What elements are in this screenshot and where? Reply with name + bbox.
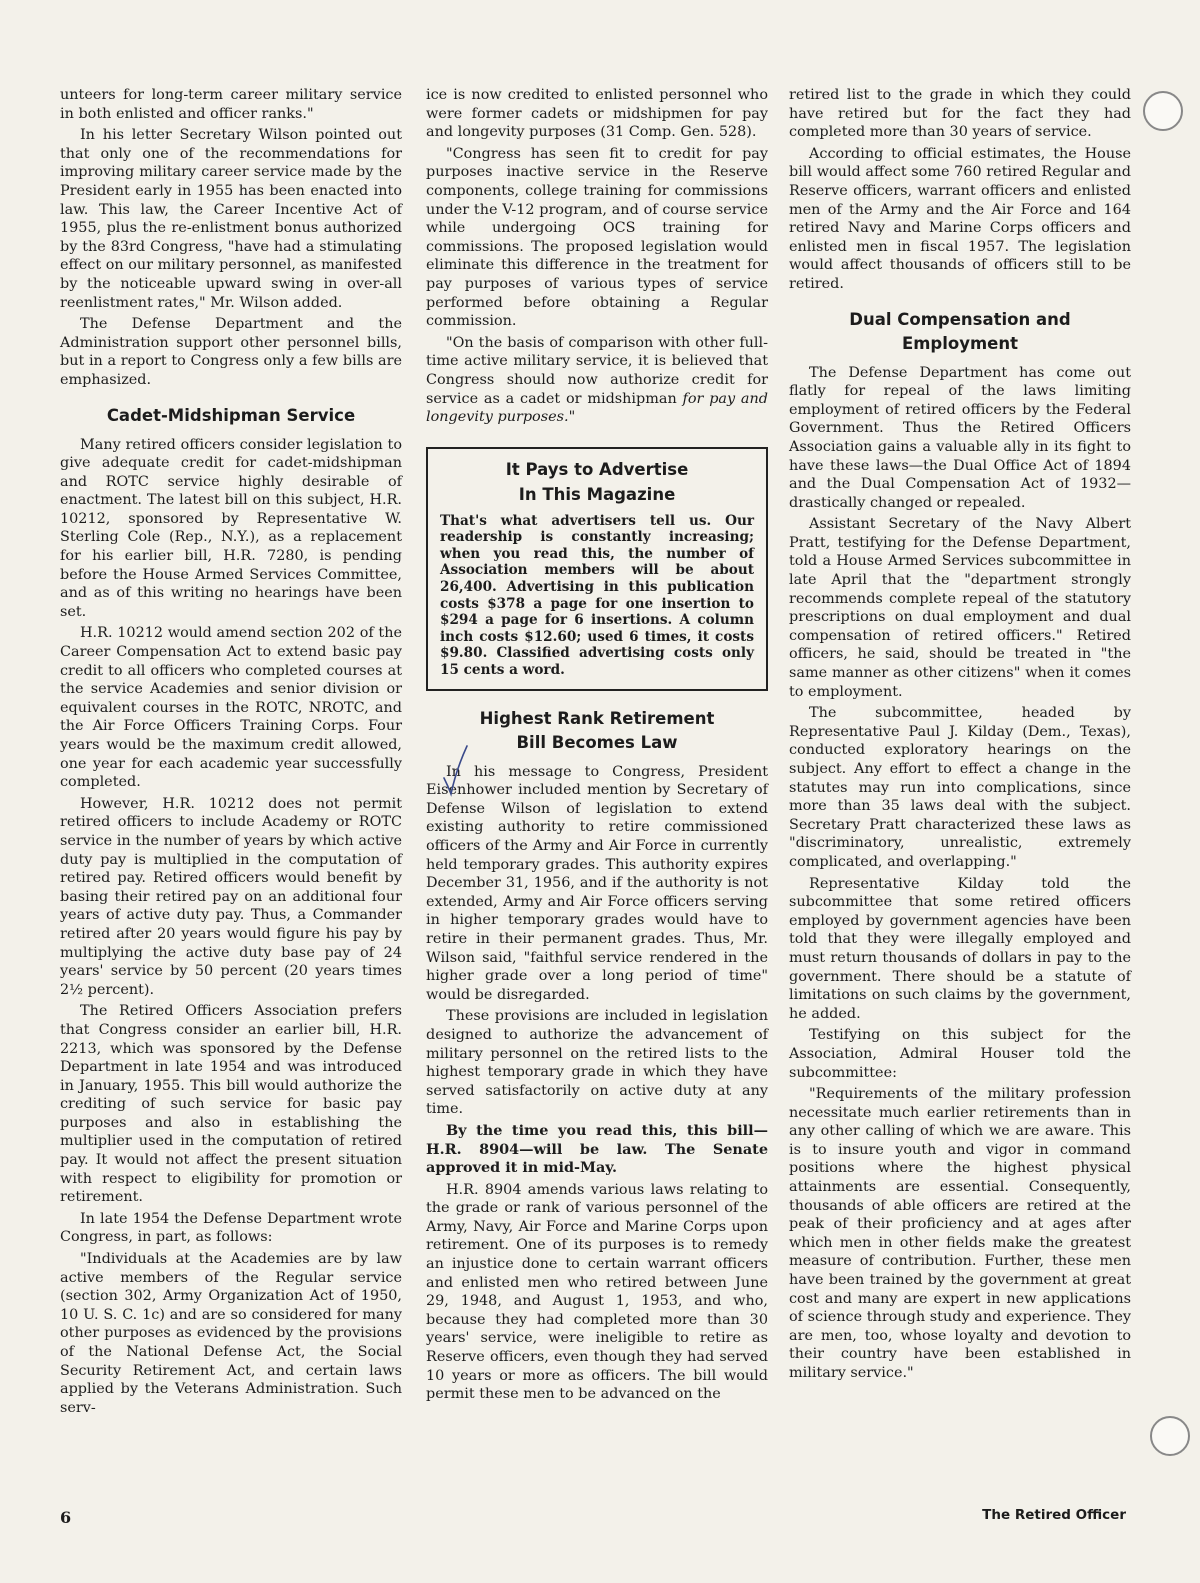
binder-hole-bottom — [1150, 1416, 1190, 1456]
advertisement-box — [426, 447, 768, 691]
ad-title-line-1: It Pays to Advertise — [505, 459, 689, 479]
paragraph: Many retired officers consider legislation to give adequate credit for cadet-midshipman and ROTC service highly desirable of enactment. The latest bill on this subject, H.R. 10212, sponsored by Representative W. Sterling Cole (Rep., N.Y.), as a replacement for his earlier bill, H.R. 7280, is pending before the House Armed Services Committee, and as of this writing no hearings have been set. — [60, 436, 402, 620]
paragraph: unteers for long-term career military service in both enlisted and officer ranks." — [60, 87, 402, 122]
heading-line-2: Bill Becomes Law — [516, 732, 678, 752]
section-heading-highest-rank — [426, 707, 768, 755]
paragraph: The subcommittee, headed by Representative Paul J. Kilday (Dem., Texas), conducted exploratory hearings on the subject. Any effort to effect a change in the statutes may run into complications, since more than 35 laws deal with the subject. Secretary Pratt characterized these laws as "discriminatory, unrealistic, extremely complicated, and overlapping." — [789, 705, 1131, 870]
handwritten-checkmark-icon — [442, 742, 470, 800]
paragraph: In his message to Congress, President Eisenhower included mention by Secretary of Defense Wilson of legislation to extend existing authority to retire commissioned officers of the Army and Air Force in currently held temporary grades. This authority expires December 31, 1956, and if the authority is not extended, Army and Air Force officers serving in higher temporary grades would have to retire in their permanent grades. Thus, Mr. Wilson said, "faithful service rendered in the higher grade over a long period of time" would be disregarded. — [426, 763, 768, 1003]
paragraph: According to official estimates, the House bill would affect some 760 retired Regular and Reserve officers, warrant officers and enlisted men of the Army and the Air Force and 164 retired Navy and Marine Corps officers and enlisted men in fiscal 1957. The legislation would affect thousands of officers still to be retired. — [789, 145, 1131, 292]
page-number: 6 — [60, 1508, 72, 1527]
heading-line-1: Highest Rank Retirement — [479, 708, 715, 728]
paragraph-text: "On the basis of comparison with other full-time active military service, it is believed that Congress should now authorize credit for service as a cadet or midshipman — [426, 334, 768, 407]
paragraph: ice is now credited to enlisted personnel who were former cadets or midshipmen for pay and longevity purposes (31 Comp. Gen. 528). — [426, 87, 768, 141]
paragraph: Representative Kilday told the subcommittee that some retired officers employed by government agencies have been told that they were illegally employed and must return thousands of dollars in pay to the government. There should be a statute of limitations on such claims by the government, he added. — [789, 875, 1131, 1022]
paragraph: In late 1954 the Defense Department wrote Congress, in part, as follows: — [60, 1210, 402, 1246]
paragraph: The Defense Department and the Administration support other personnel bills, but in a report to Congress only a few bills are emphasized. — [60, 316, 402, 388]
paragraph: "Requirements of the military profession necessitate much earlier retirements than in any other calling of which we are aware. This is to insure youth and vigor in command positions where the highest physical attainments are essential. Consequently, thousands of able officers are retired at the peak of their proficiency and at ages after which men in other fields make the greatest measure of contribution. Further, these men have been trained by the government at great cost and many are expert in new applications of science through study and experience. They are men, too, whose loyalty and devotion to their country have been established in military service." — [789, 1086, 1131, 1381]
binder-hole-top — [1143, 91, 1183, 131]
paragraph: In his letter Secretary Wilson pointed out that only one of the recommendations for improving military career service made by the President early in 1955 has been enacted into law. This law, the Career Incentive Act of 1955, plus the re-enlistment bonus authorized by the 83rd Congress, "have had a stimulating effect on our military personnel, as manifested by the noticeable upward swing in over-all reenlistment rates," Mr. Wilson added. — [60, 127, 402, 311]
paragraph: However, H.R. 10212 does not permit retired officers to include Academy or ROTC service in the number of years by which active duty pay is multiplied in the computation of retired pay. Retired officers would benefit by basing their retired pay on an additional four years of active duty pay. Thus, a Commander retired after 20 years would figure his pay by multiplying the active duty base pay of 24 years' service by 50 percent (20 years times 2½ percent). — [60, 795, 402, 998]
ad-title-line-2: In This Magazine — [518, 484, 676, 504]
paragraph: These provisions are included in legislation designed to authorize the advancement of military personnel on the retired lists to the highest temporary grade in which they have served satisfactorily on active duty at any time. — [426, 1008, 768, 1118]
paragraph: H.R. 8904 amends various laws relating to the grade or rank of various personnel of the Army, Navy, Air Force and Marine Corps upon retirement. One of its purposes is to remedy an injustice done to certain warrant officers and enlisted men who retired between June 29, 1948, and August 1, 1953, and who, because they had completed more than 30 years' service, were ineligible to retire as Reserve officers, even though they had served 10 years or more as officers. The bill would permit these men to be advanced on the — [426, 1181, 768, 1403]
paragraph: The Retired Officers Association prefers that Congress consider an earlier bill, H.R. 2213, which was sponsored by the Defense Department in late 1954 and was introduced in January, 1955. This bill would authorize the crediting of such service for basic pay purposes and also in establishing the multiplier used in the computation of retired pay. It would not affect the present situation with respect to eligibility for promotion or retirement. — [60, 1003, 402, 1206]
ad-title — [440, 457, 754, 507]
paragraph: Assistant Secretary of the Navy Albert Pratt, testifying for the Defense Department, told a House Armed Services subcommittee in late April that the "department strongly recommends complete repeal of the statutory prescriptions on dual employment and dual compensation of retired officers." Retired officers, he said, should be treated in "the same manner as other citizens" when it comes to employment. — [789, 516, 1131, 700]
paragraph-bold: By the time you read this, this bill—H.R. 8904—will be law. The Senate approved it in mid-May. — [426, 1121, 768, 1177]
section-heading-dual-compensation — [789, 308, 1131, 356]
heading-line-1: Dual Compensation and — [849, 309, 1071, 329]
paragraph: "Individuals at the Academies are by law active members of the Regular service (section 302, Army Organization Act of 1950, 10 U. S. C. 1c) and are so considered for many other purposes as evidenced by the provisions of the National Defense Act, the Social Security Retirement Act, and certain laws applied by the Veterans Administration. Such serv- — [60, 1251, 402, 1416]
paragraph: "Congress has seen fit to credit for pay purposes inactive service in the Reserve components, college training for commissions under the V-12 program, and of course service while undergoing OCS training for commissions. The proposed legislation would eliminate this difference in the treatment for pay purposes of various types of service performed before obtaining a Regular commission. — [426, 145, 768, 330]
column-left — [60, 86, 402, 1420]
paragraph: retired list to the grade in which they could have retired but for the fact they had completed more than 30 years of service. — [789, 87, 1131, 141]
paragraph: Testifying on this subject for the Association, Admiral Houser told the subcommittee: — [789, 1027, 1131, 1081]
paragraph: The Defense Department has come out flatly for repeal of the laws limiting employment of retired officers by the Federal Government. Thus the Retired Officers Association gains a valuable ally in its fight to have these laws—the Dual Office Act of 1894 and the Dual Compensation Act of 1932—drastically changed or repealed. — [789, 364, 1131, 511]
ad-text: That's what advertisers tell us. Our readership is constantly increasing; when you read this, the number of Association members will be about 26,400. Advertising in this publication costs $378 a page for one insertion to $294 a page for 6 insertions. A column inch costs $12.60; used 6 times, it costs $9.80. Classified advertising costs only 15 cents a word. — [440, 512, 754, 679]
paragraph: H.R. 10212 would amend section 202 of the Career Compensation Act to extend basic pay credit to all officers who completed courses at the service Academies and senior division or equivalent courses in the ROTC, NROTC, and the Air Force Officers Training Corps. Four years would be the maximum credit allowed, one year for each academic year successfully completed. — [60, 625, 402, 791]
section-heading-cadet-midshipman: Cadet-Midshipman Service — [106, 405, 356, 425]
heading-line-2: Employment — [901, 333, 1019, 353]
column-right — [789, 86, 1131, 1386]
emphasis-text: for pay and longevity purposes." — [426, 390, 768, 426]
publication-name: The Retired Officer — [982, 1507, 1126, 1523]
paragraph — [426, 334, 768, 427]
column-middle — [426, 86, 768, 1407]
